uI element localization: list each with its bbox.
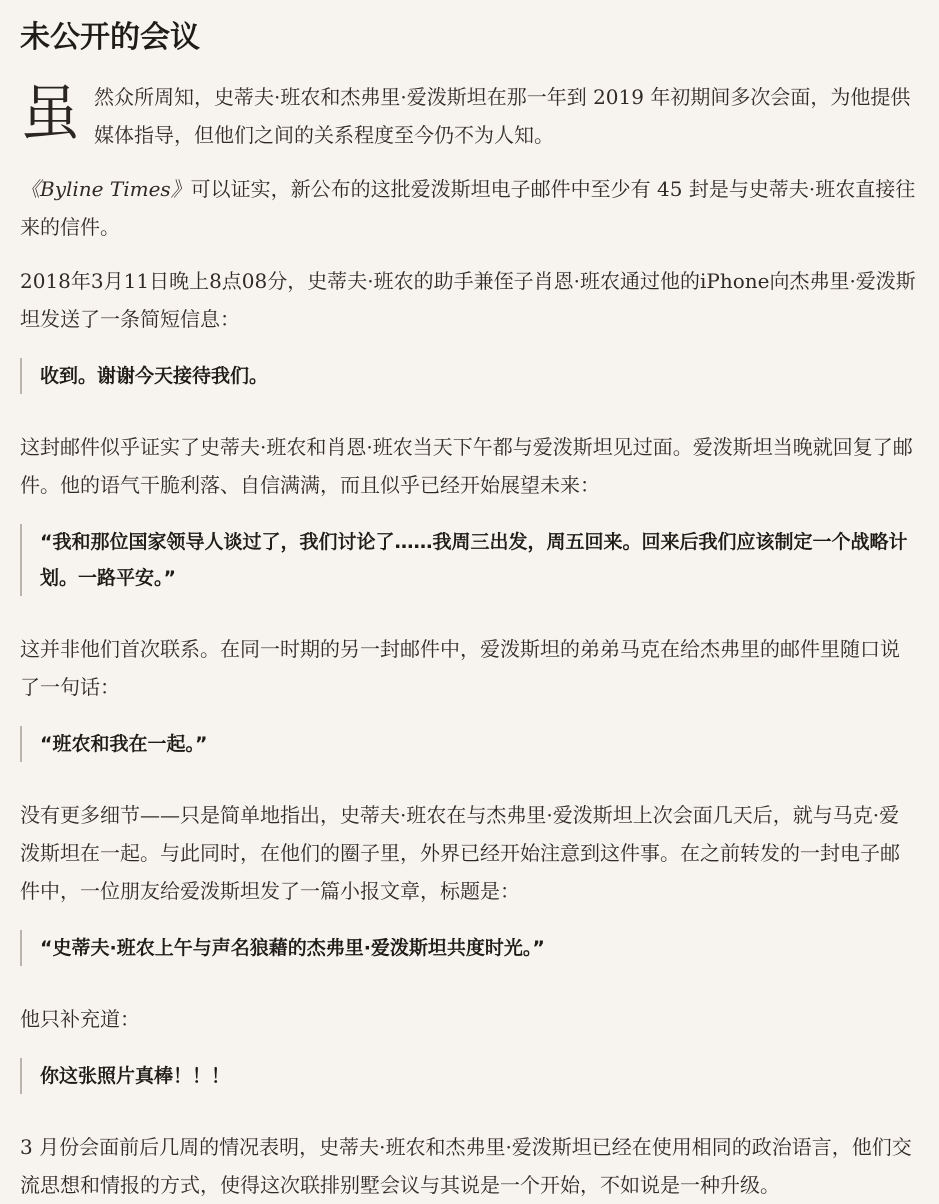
blockquote-1: 收到。谢谢今天接待我们。: [20, 358, 919, 394]
intro-paragraph: [20, 78, 919, 154]
blockquote-4: “史蒂夫·班农上午与声名狼藉的杰弗里·爱泼斯坦共度时光。”: [20, 930, 919, 966]
paragraph-6: 没有更多细节——只是简单地指出，史蒂夫·班农在与杰弗里·爱泼斯坦上次会面几天后，就与马克·爱泼斯坦在一起。与此同时，在他们的圈子里，外界已经开始注意到这件事。在之前转发的一封电子邮件中，一位朋友给爱泼斯坦发了一篇小报文章，标题是：: [20, 803, 900, 903]
paragraph-1: 然众所周知，史蒂夫·班农和杰弗里·爱泼斯坦在那一年到 2019 年初期间多次会面，为他提供媒体指导，但他们之间的关系程度至今仍不为人知。: [94, 85, 911, 147]
blockquote-2: “我和那位国家领导人谈过了，我们讨论了……我周三出发，周五回来。回来后我们应该制定一个战略计划。一路平安。”: [20, 524, 919, 596]
blockquote-3: “班农和我在一起。”: [20, 726, 919, 762]
paragraph-3: 2018年3月11日晚上8点08分，史蒂夫·班农的助手兼侄子肖恩·班农通过他的iPhone向杰弗里·爱泼斯坦发送了一条简短信息：: [20, 269, 916, 331]
article-title: 未公开的会议: [20, 20, 200, 55]
paragraph-4: 这封邮件似乎证实了史蒂夫·班农和肖恩·班农当天下午都与爱泼斯坦见过面。爱泼斯坦当晚就回复了邮件。他的语气干脆利落、自信满满，而且似乎已经开始展望未来：: [20, 435, 913, 497]
paragraph-8: 3 月份会面前后几周的情况表明，史蒂夫·班农和杰弗里·爱泼斯坦已经在使用相同的政治语言，他们交流思想和情报的方式，使得这次联排别墅会议与其说是一个开始，不如说是一种升级。: [20, 1135, 912, 1197]
publication-name: 《Byline Times》: [20, 177, 191, 201]
paragraph-5: 这并非他们首次联系。在同一时期的另一封邮件中，爱泼斯坦的弟弟马克在给杰弗里的邮件里随口说了一句话：: [20, 637, 900, 699]
blockquote-5: 你这张照片真棒！！！: [20, 1058, 919, 1094]
paragraph-2: [20, 170, 919, 246]
paragraph-7: 他只补充道：: [20, 1007, 140, 1031]
paragraph-2-text: 可以证实，新公布的这批爱泼斯坦电子邮件中至少有 45 封是与史蒂夫·班农直接往来的信件。: [20, 177, 916, 239]
drop-cap: 虽: [20, 79, 80, 149]
